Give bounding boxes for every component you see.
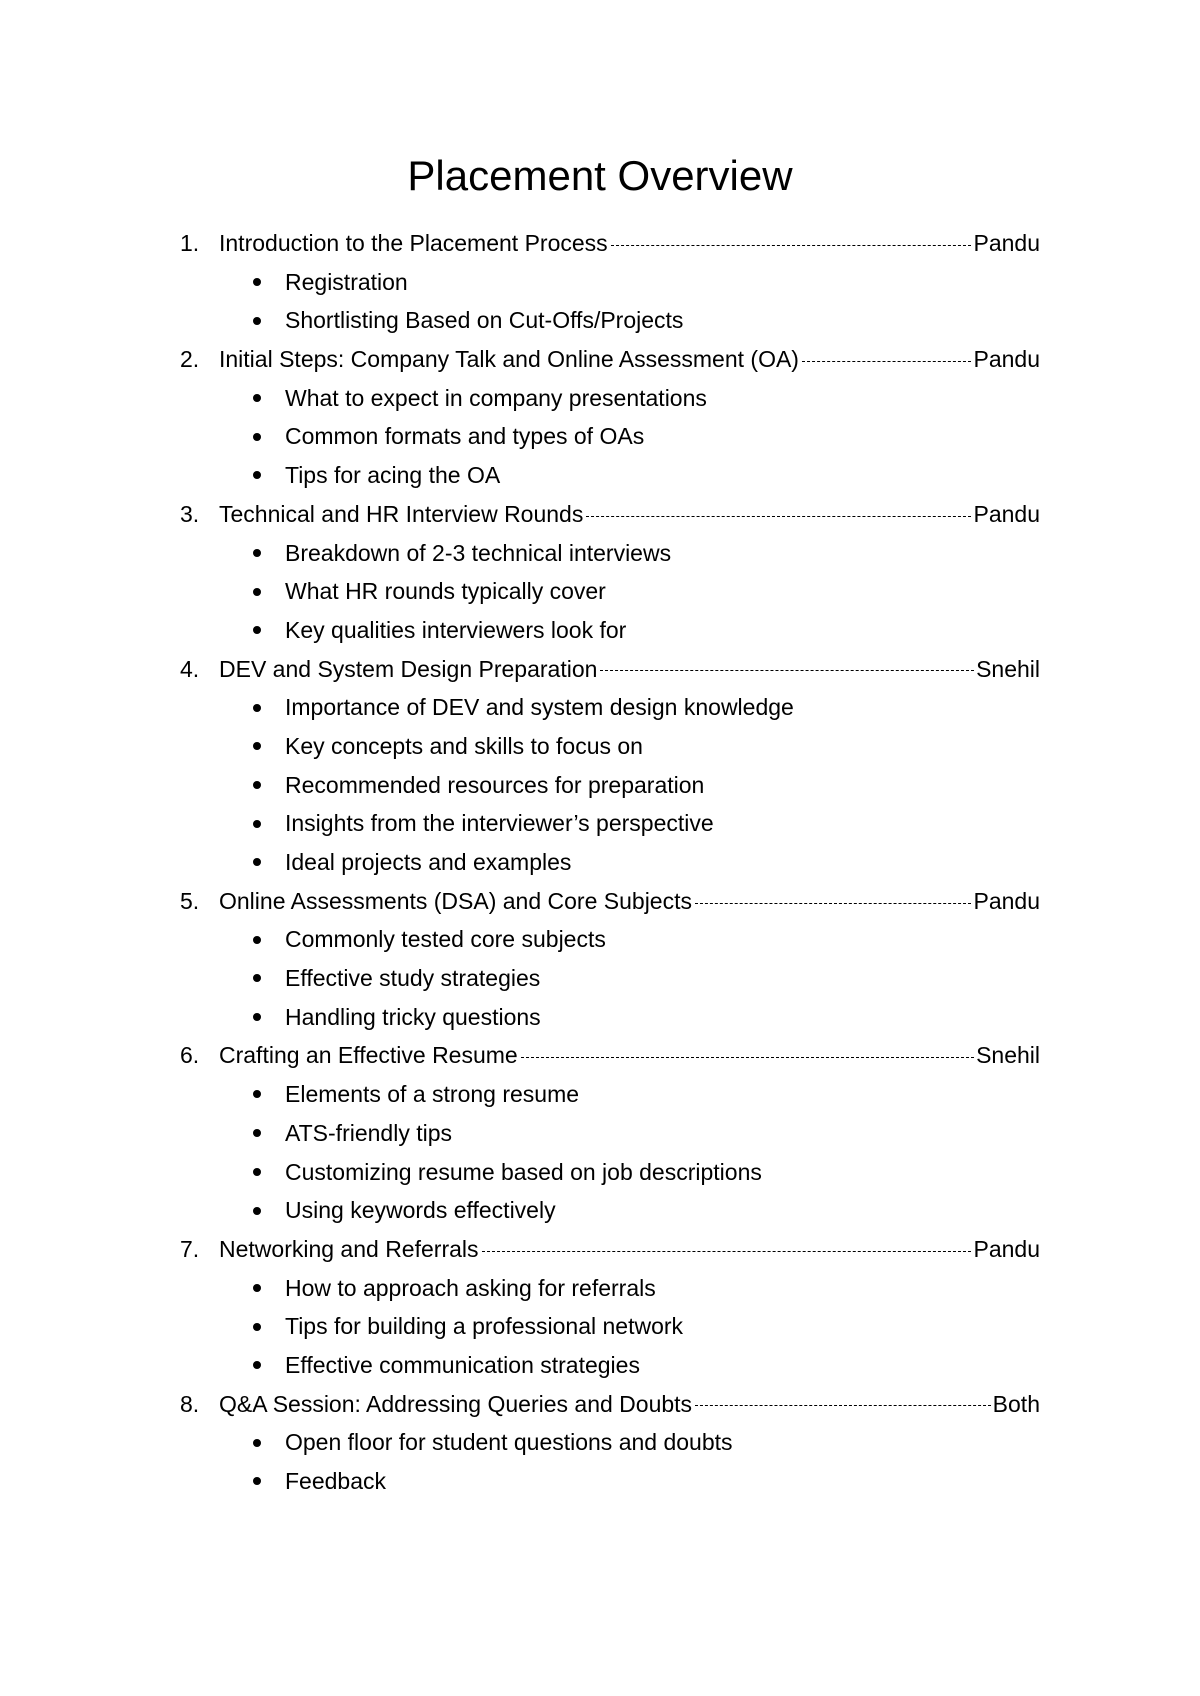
bullet-text: Importance of DEV and system design knowledge <box>285 694 794 721</box>
section-number: 2. <box>180 346 200 373</box>
bullet-dot-icon <box>253 1477 261 1485</box>
section-title: Technical and HR Interview Rounds <box>219 500 584 527</box>
bullet-dot-icon <box>253 394 261 402</box>
bullet-dot-icon <box>253 820 261 828</box>
bullet-dot-icon <box>253 471 261 479</box>
section-number: 4. <box>180 655 200 682</box>
bullet-item <box>180 611 1040 650</box>
section-number: 6. <box>180 1042 200 1069</box>
dash-leader <box>695 1405 991 1406</box>
bullet-text: Tips for building a professional network <box>285 1313 684 1340</box>
section-heading <box>180 1036 1040 1075</box>
bullet-item <box>180 1114 1040 1153</box>
section-heading <box>180 224 1040 263</box>
bullet-text: Ideal projects and examples <box>285 849 572 875</box>
dash-leader <box>600 670 974 671</box>
bullet-text: Common formats and types of OAs <box>285 423 645 450</box>
bullet-text: Open floor for student questions and doubts <box>285 1429 733 1456</box>
bullet-text: Using keywords effectively <box>285 1197 556 1224</box>
section-presenter: Pandu <box>973 500 1040 527</box>
bullet-item <box>180 766 1040 805</box>
section-title: Initial Steps: Company Talk and Online Assessment (OA) <box>219 346 799 373</box>
bullet-text: ATS-friendly tips <box>285 1119 453 1146</box>
bullet-item <box>180 534 1040 573</box>
agenda-outline <box>180 224 1040 1501</box>
bullet-dot-icon <box>253 1168 261 1176</box>
page-title: Placement Overview <box>407 152 793 199</box>
bullet-text: Breakdown of 2-3 technical interviews <box>285 539 672 566</box>
bullet-dot-icon <box>253 278 261 286</box>
bullet-item <box>180 1191 1040 1230</box>
bullet-text: What to expect in company presentations <box>285 384 707 411</box>
bullet-text: Registration <box>285 268 408 295</box>
bullet-dot-icon <box>253 936 261 944</box>
bullet-item <box>180 920 1040 959</box>
bullet-text: Tips for acing the OA <box>285 462 501 489</box>
bullet-item <box>180 843 1040 882</box>
bullet-item <box>180 727 1040 766</box>
section-number: 8. <box>180 1390 200 1417</box>
bullet-item <box>180 1307 1040 1346</box>
dash-leader <box>695 903 972 904</box>
section-title: Introduction to the Placement Process <box>219 230 608 256</box>
bullet-text: Commonly tested core subjects <box>285 926 606 953</box>
section-title: Online Assessments (DSA) and Core Subjects <box>219 887 692 914</box>
section-title: Networking and Referrals <box>219 1235 479 1262</box>
section-presenter: Pandu <box>973 230 1040 256</box>
bullet-text: Customizing resume based on job descriptions <box>285 1158 762 1185</box>
dash-leader <box>586 516 971 517</box>
bullet-item <box>180 959 1040 998</box>
bullet-text: What HR rounds typically cover <box>285 578 606 605</box>
section-heading <box>180 882 1040 921</box>
bullet-dot-icon <box>253 742 261 750</box>
section-number: 1. <box>180 230 200 256</box>
section-number: 5. <box>180 887 200 914</box>
bullet-dot-icon <box>253 781 261 789</box>
bullet-item <box>180 1075 1040 1114</box>
bullet-text: Recommended resources for preparation <box>285 771 705 798</box>
bullet-item <box>180 804 1040 843</box>
bullet-dot-icon <box>253 433 261 441</box>
section-title: Crafting an Effective Resume <box>219 1042 518 1069</box>
bullet-item <box>180 572 1040 611</box>
bullet-item <box>180 263 1040 302</box>
bullet-item <box>180 301 1040 340</box>
bullet-item <box>180 688 1040 727</box>
bullet-text: Key concepts and skills to focus on <box>285 732 643 759</box>
bullet-dot-icon <box>253 1323 261 1331</box>
bullet-text: Shortlisting Based on Cut-Offs/Projects <box>285 307 684 334</box>
bullet-item <box>180 379 1040 418</box>
section-number: 3. <box>180 500 200 527</box>
dash-leader <box>802 361 972 362</box>
bullet-dot-icon <box>253 588 261 596</box>
section-heading <box>180 1230 1040 1269</box>
section-presenter: Pandu <box>973 887 1040 914</box>
bullet-dot-icon <box>253 1207 261 1215</box>
section-presenter: Snehil <box>976 1042 1040 1069</box>
section-heading <box>180 1385 1040 1424</box>
bullet-dot-icon <box>253 704 261 712</box>
bullet-text: How to approach asking for referrals <box>285 1274 656 1301</box>
section-presenter: Pandu <box>973 1235 1040 1262</box>
bullet-item <box>180 998 1040 1037</box>
section-number: 7. <box>180 1235 200 1262</box>
section-presenter: Both <box>992 1390 1040 1417</box>
section-heading <box>180 650 1040 689</box>
dash-leader <box>611 245 972 246</box>
bullet-dot-icon <box>253 1129 261 1137</box>
bullet-text: Handling tricky questions <box>285 1003 541 1030</box>
bullet-item <box>180 1269 1040 1308</box>
bullet-text: Elements of a strong resume <box>285 1081 580 1108</box>
bullet-item <box>180 1462 1040 1501</box>
bullet-dot-icon <box>253 626 261 634</box>
bullet-text: Key qualities interviewers look for <box>285 616 627 643</box>
bullet-item <box>180 1423 1040 1462</box>
section-heading <box>180 495 1040 534</box>
bullet-text: Effective communication strategies <box>285 1351 640 1378</box>
section-heading <box>180 340 1040 379</box>
bullet-dot-icon <box>253 1361 261 1369</box>
bullet-item <box>180 1346 1040 1385</box>
bullet-text: Insights from the interviewer’s perspective <box>285 810 714 837</box>
section-presenter: Snehil <box>976 655 1040 682</box>
section-title: Q&A Session: Addressing Queries and Doubts <box>219 1390 693 1417</box>
bullet-item <box>180 1153 1040 1192</box>
dash-leader <box>521 1057 974 1058</box>
bullet-text: Feedback <box>285 1468 387 1494</box>
bullet-dot-icon <box>253 549 261 557</box>
bullet-dot-icon <box>253 1013 261 1021</box>
bullet-dot-icon <box>253 974 261 982</box>
bullet-dot-icon <box>253 1284 261 1292</box>
bullet-dot-icon <box>253 1090 261 1098</box>
bullet-text: Effective study strategies <box>285 965 541 992</box>
bullet-dot-icon <box>253 1439 261 1447</box>
bullet-item <box>180 456 1040 495</box>
section-presenter: Pandu <box>973 346 1040 373</box>
bullet-dot-icon <box>253 317 261 325</box>
bullet-item <box>180 417 1040 456</box>
bullet-dot-icon <box>253 858 261 866</box>
dash-leader <box>482 1251 972 1252</box>
section-title: DEV and System Design Preparation <box>219 655 598 682</box>
